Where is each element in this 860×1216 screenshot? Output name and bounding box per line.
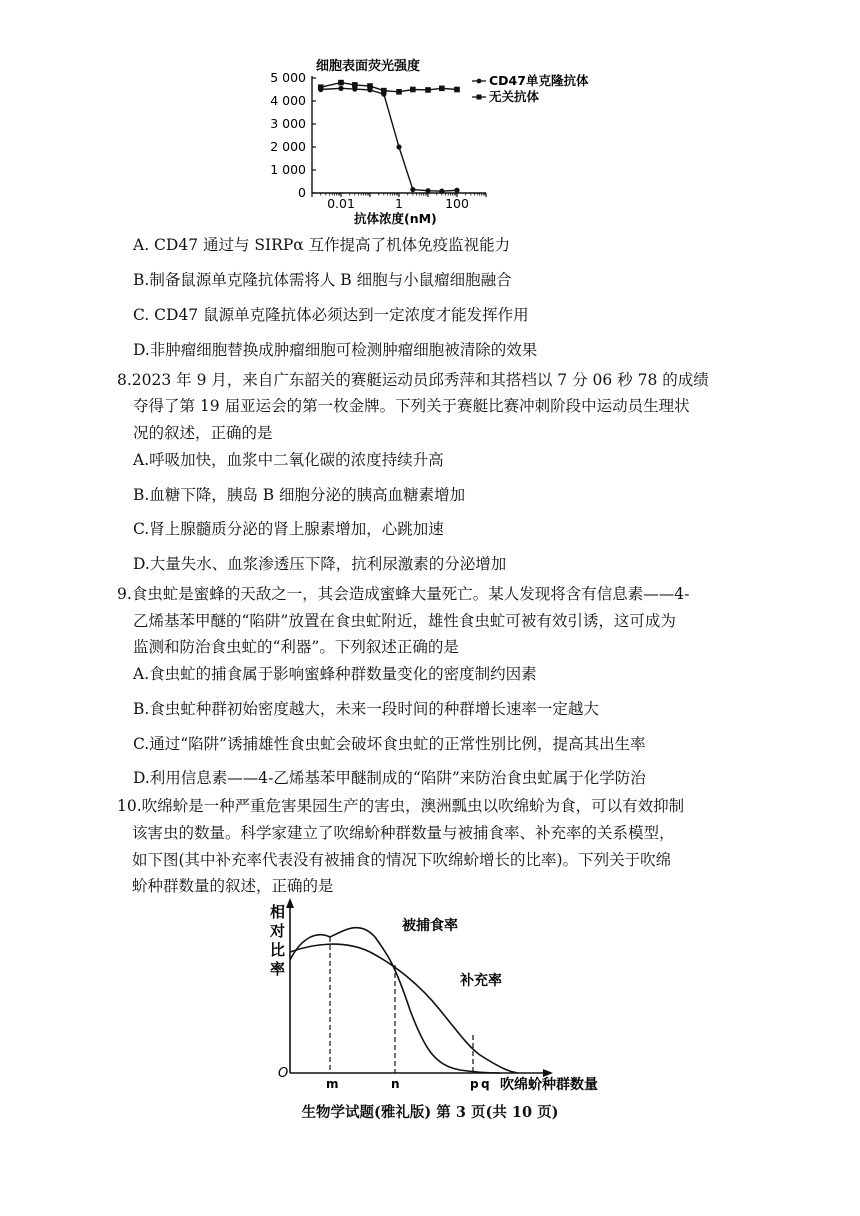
chart1-xtick-label: 1 (395, 196, 403, 211)
chart1-point (396, 144, 401, 149)
chart2-origin-label: O (278, 1066, 289, 1081)
chart2-predation-curve (290, 928, 500, 1073)
chart1-xlabel: 抗体浓度(nM) (354, 211, 437, 226)
chart1-point (352, 82, 358, 88)
chart2-replenishment-curve (290, 944, 518, 1073)
chart1-point (338, 86, 343, 91)
chart1-yticks (270, 70, 316, 200)
chart1-legend-marker (477, 95, 482, 100)
chart1-legend (472, 73, 589, 104)
chart2-xlabel: 吹绵蚧种群数量 (500, 1077, 598, 1093)
q9-option-a: A.食虫虻的捕食属于影响蜜蜂种群数量变化的密度制约因素 (133, 665, 537, 683)
q8-stem-line-1: 8.2023 年 9 月，来自广东韶关的赛艇运动员邱秀萍和其搭档以 7 分 06 秒 78 的成绩 (117, 371, 709, 389)
chart1-point (425, 188, 430, 193)
chart2-y-arrow (286, 898, 294, 908)
q8-option-c: C.肾上腺髓质分泌的肾上腺素增加，心跳加速 (133, 520, 444, 538)
chart2-xmark-m: m (326, 1077, 339, 1091)
page-footer: 生物学试题(雅礼版) 第 3 页(共 10 页) (301, 1104, 559, 1121)
q8-option-b: B.血糖下降，胰岛 B 细胞分泌的胰高血糖素增加 (133, 486, 466, 504)
chart1-point (410, 87, 416, 93)
q8-stem-line-3: 况的叙述，正确的是 (133, 424, 273, 442)
q8-stem-line-2: 夺得了第 19 届亚运会的第一枚金牌。下列关于赛艇比赛冲刺阶段中运动员生理状 (133, 397, 690, 415)
chart1-ytick-label: 5 000 (270, 70, 306, 85)
chart1-point (338, 80, 344, 86)
q7-option-d: D.非肿瘤细胞替换成肿瘤细胞可检测肿瘤细胞被清除的效果 (133, 341, 538, 359)
chart1-xtick-label: 100 (445, 196, 469, 211)
q9-stem-line-3: 监测和防治食虫虻的“利器”。下列叙述正确的是 (133, 638, 459, 656)
chart2-predation-label: 被捕食率 (402, 918, 458, 934)
q9-option-d: D.利用信息素——4-乙烯基苯甲醚制成的“陷阱”来防治食虫虻属于化学防治 (133, 769, 646, 787)
chart1-ytick-label: 2 000 (270, 139, 306, 154)
chart1-point (410, 187, 415, 192)
chart2-replenishment-label: 补充率 (460, 973, 502, 989)
q9-stem-line-1: 9.食虫虻是蜜蜂的天敌之一，其会造成蜜蜂大量死亡。某人发现将含有信息素——4- (117, 585, 690, 603)
chart1-legend-label: 无关抗体 (489, 89, 540, 104)
chart2-xmark-n: n (391, 1077, 400, 1091)
q9-stem-line-2: 乙烯基苯甲醚的“陷阱”放置在食虫虻附近，雄性食虫虻可被有效引诱，这可成为 (133, 612, 676, 630)
chart1-series-line (321, 88, 457, 191)
chart1-ylabel: 细胞表面荧光强度 (316, 59, 421, 74)
chart2-xmark-q: q (481, 1077, 490, 1091)
chart2-ylabel-char: 相 (270, 903, 286, 921)
chart2-x-arrow (543, 1069, 553, 1077)
q7-option-b: B.制备鼠源单克隆抗体需将人 B 细胞与小鼠瘤细胞融合 (133, 271, 512, 289)
chart2-xmark-p: p (470, 1077, 479, 1091)
chart1-point (454, 87, 460, 93)
chart2-ylabel-char: 率 (270, 960, 286, 978)
q10-stem-line-1: 10.吹绵蚧是一种严重危害果园生产的害虫，澳洲瓢虫以吹绵蚧为食，可以有效抑制 (117, 797, 685, 815)
chart1-point (367, 83, 373, 89)
chart1-xtick-label: 0.01 (327, 196, 355, 211)
chart1-legend-label: CD47单克隆抗体 (489, 73, 589, 88)
chart1-ytick-label: 3 000 (270, 116, 306, 131)
chart1-point (381, 88, 387, 94)
chart2-ylabel-char: 比 (270, 941, 286, 959)
q7-option-a: A. CD47 通过与 SIRPα 互作提高了机体免疫监视能力 (133, 236, 511, 254)
q7-option-c: C. CD47 鼠源单克隆抗体必须达到一定浓度才能发挥作用 (133, 306, 529, 324)
chart1-series (318, 80, 460, 194)
q9-option-c: C.通过“陷阱”诱捕雄性食虫虻会破坏食虫虻的正常性别比例，提高其出生率 (133, 735, 646, 753)
chart1-point (318, 84, 324, 90)
chart1-point (439, 86, 445, 92)
q10-stem-line-4: 蚧种群数量的叙述，正确的是 (132, 877, 334, 895)
q8-option-d: D.大量失水、血浆渗透压下降，抗利尿激素的分泌增加 (133, 555, 507, 573)
chart1-point (396, 89, 402, 95)
chart1-xticks (312, 193, 486, 211)
fluorescence-chart (0, 0, 860, 235)
chart2-ylabel-char: 对 (270, 922, 286, 940)
chart1-ytick-label: 4 000 (270, 93, 306, 108)
chart2-ylabel (269, 903, 285, 978)
chart1-point (425, 87, 431, 93)
chart1-legend-marker (477, 79, 482, 84)
chart1-point (439, 189, 444, 194)
q10-stem-line-3: 如下图(其中补充率代表没有被捕食的情况下吹绵蚧增长的比率)。下列关于吹绵 (132, 851, 672, 869)
chart1-ytick-label: 1 000 (270, 162, 306, 177)
chart1-ytick-label: 0 (298, 185, 306, 200)
q8-option-a: A.呼吸加快，血浆中二氧化碳的浓度持续升高 (133, 451, 444, 469)
chart1-point (454, 188, 459, 193)
q10-stem-line-2: 该害虫的数量。科学家建立了吹绵蚧种群数量与被捕食率、补充率的关系模型， (132, 824, 675, 842)
q9-option-b: B.食虫虻种群初始密度越大，未来一段时间的种群增长速率一定越大 (133, 700, 599, 718)
